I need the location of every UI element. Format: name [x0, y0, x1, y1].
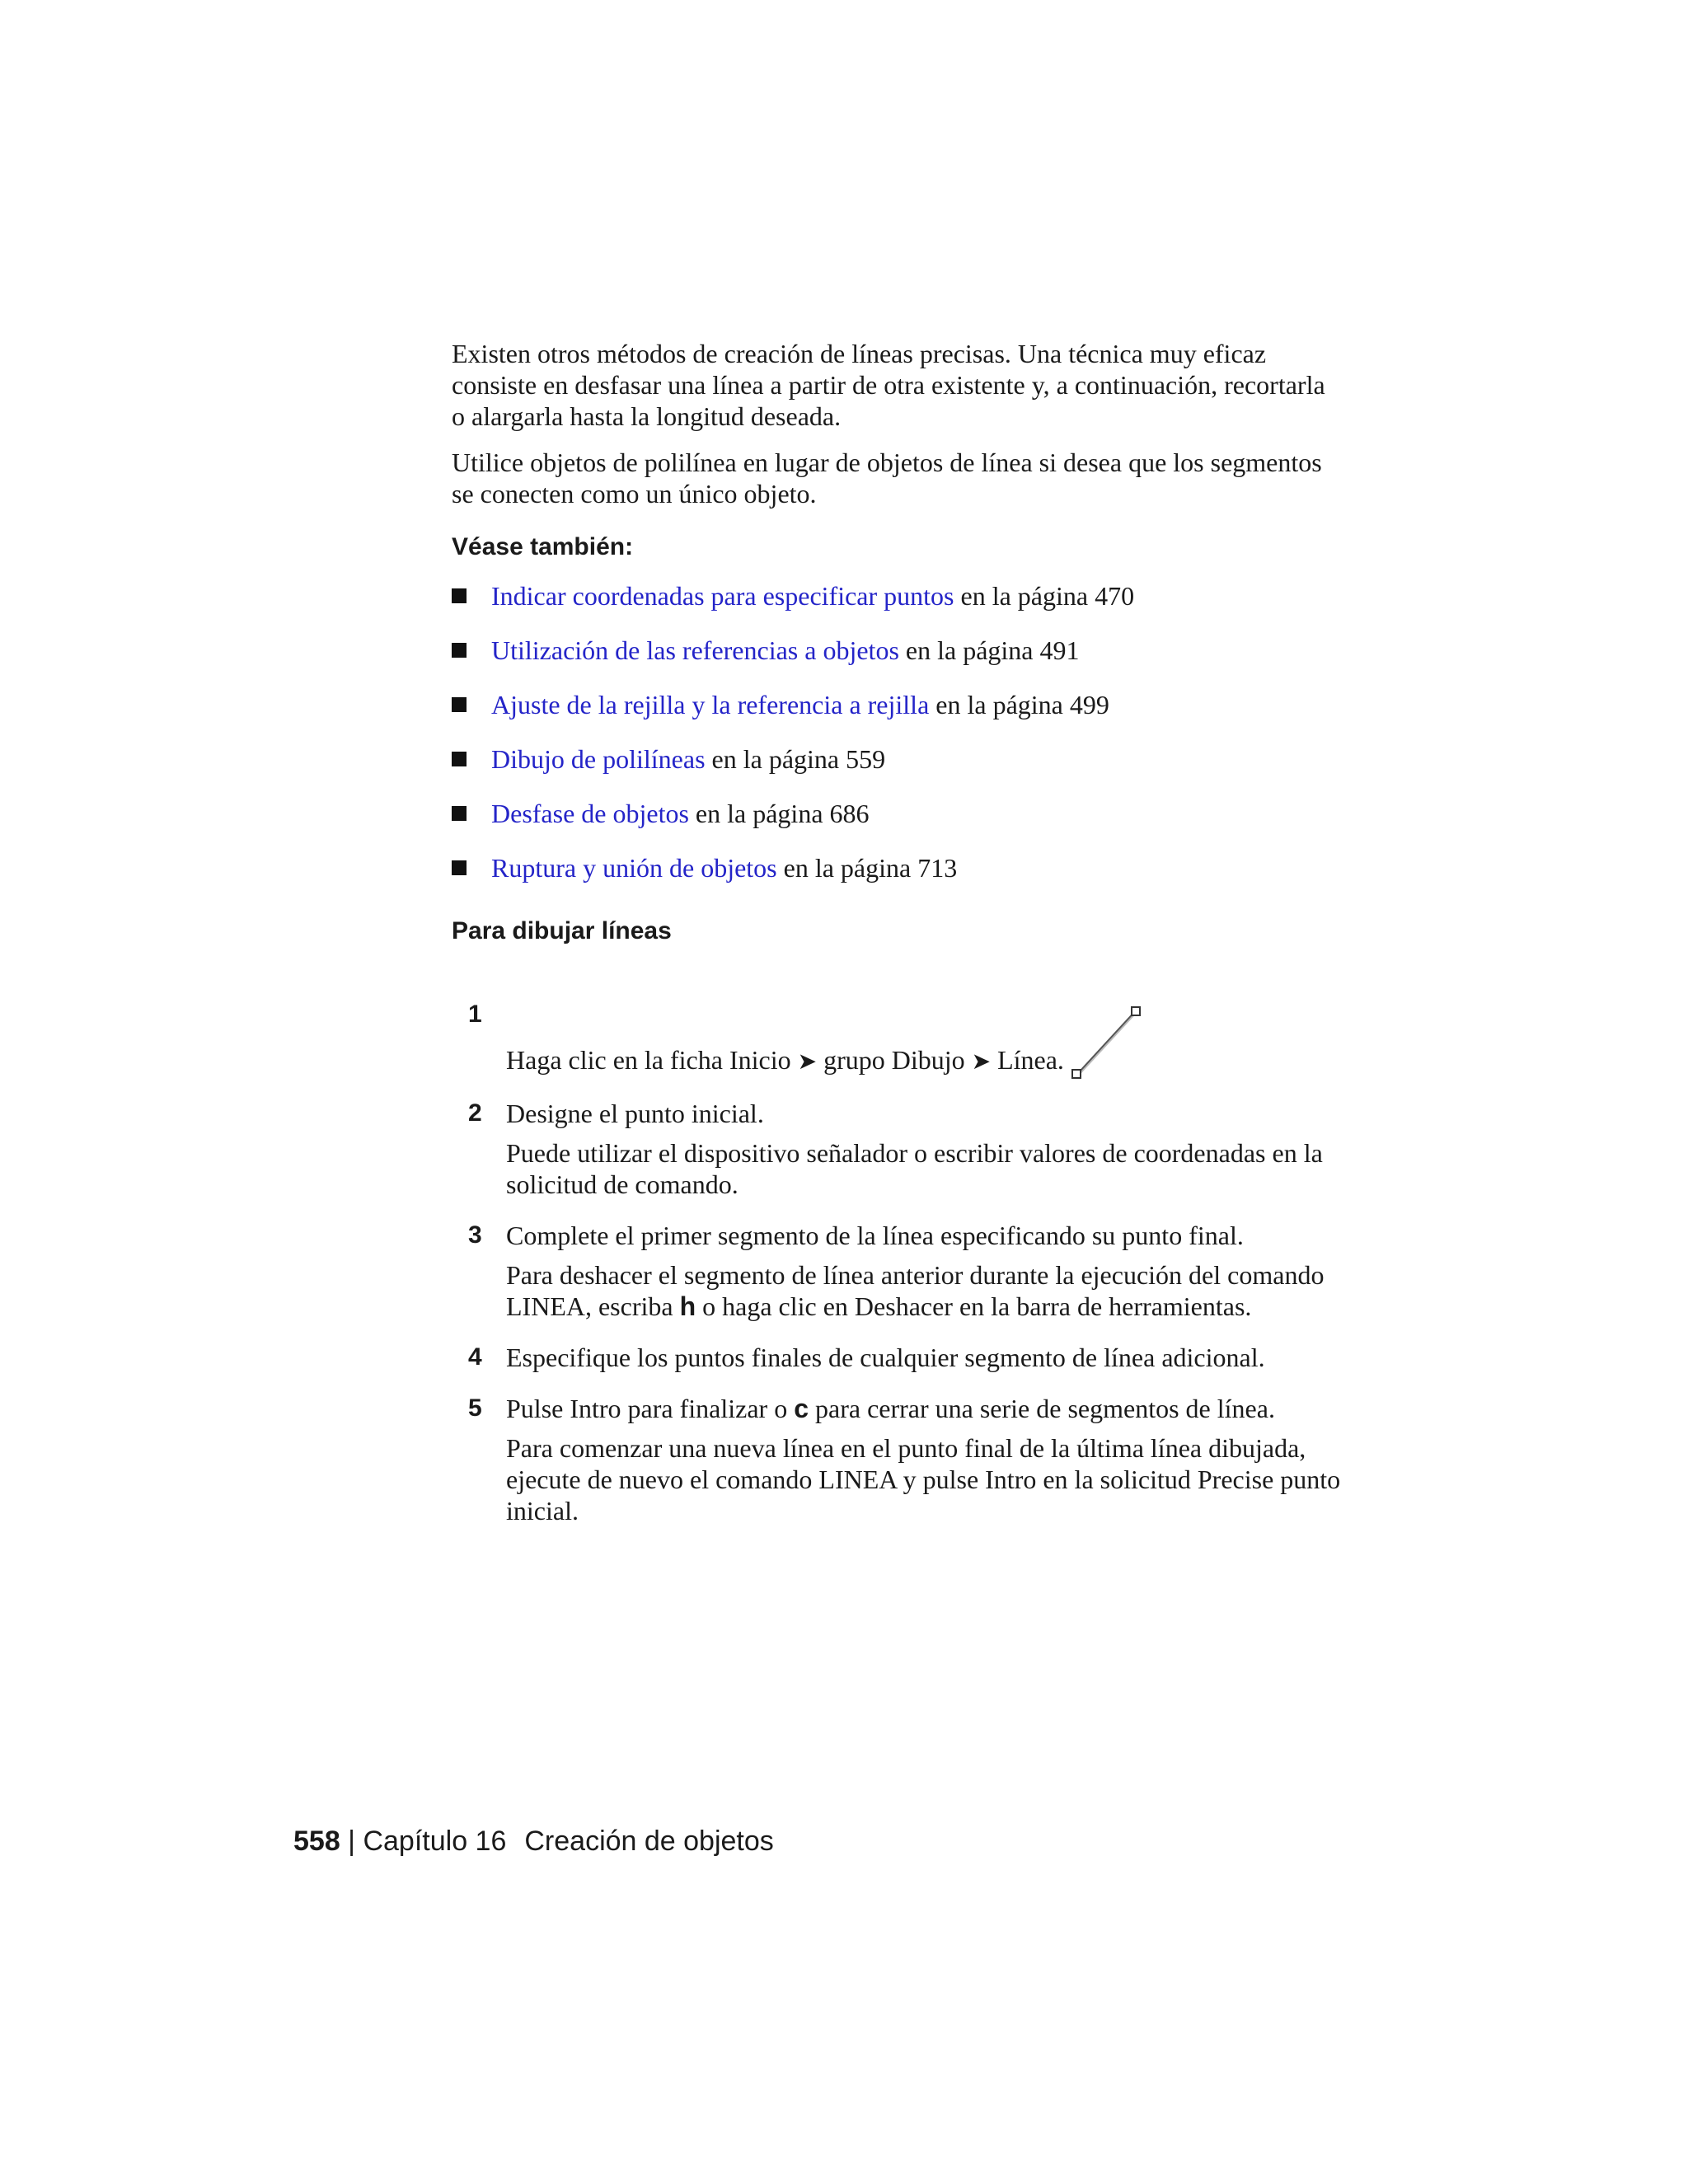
step-text-part: Haga clic en la ficha Inicio	[506, 1045, 798, 1075]
square-bullet-icon	[452, 752, 467, 766]
step-text-part: para cerrar una serie de segmentos de línea.	[809, 1394, 1275, 1423]
step-text: Designe el punto inicial.	[506, 1099, 764, 1128]
see-also-item	[452, 580, 1342, 612]
square-bullet-icon	[452, 643, 467, 658]
see-also-link-coordinates[interactable]: Indicar coordenadas para especificar puntos	[491, 581, 954, 611]
see-also-link-polylines[interactable]: Dibujo de polilíneas	[491, 744, 706, 774]
see-also-list	[452, 580, 1342, 883]
arrow-right-icon: ➤	[971, 1049, 992, 1075]
step-note: Para comenzar una nueva línea en el punto final de la última línea dibujada, ejecute de nuevo el comando LINEA y pulse Intro en la solicitud Precise punto inicial.	[506, 1433, 1341, 1526]
step-text: Especifique los puntos finales de cualquier segmento de línea adicional.	[506, 1343, 1265, 1372]
chapter-label: Capítulo 16	[363, 1825, 507, 1857]
step-number: 4	[468, 1343, 482, 1371]
procedure-heading: Para dibujar líneas	[452, 917, 672, 944]
command-key: h	[679, 1291, 696, 1321]
see-also-item	[452, 743, 1342, 775]
see-also-link-offset[interactable]: Desfase de objetos	[491, 799, 689, 828]
square-bullet-icon	[452, 697, 467, 712]
step-text-part: grupo Dibujo	[817, 1045, 972, 1075]
intro-paragraph-1: Existen otros métodos de creación de líneas precisas. Una técnica muy eficaz consiste en desfasar una línea a partir de otra existente y, a continuación, recortarla o alargarla hasta la longitud deseada.	[452, 339, 1325, 431]
step-text: Complete el primer segmento de la línea especificando su punto final.	[506, 1221, 1244, 1250]
step-text-part: Pulse Intro para finalizar o	[506, 1394, 795, 1423]
step-text	[506, 999, 1342, 1078]
procedure-steps	[452, 999, 1342, 1526]
chapter-title: Creación de objetos	[524, 1825, 774, 1857]
step-text-part: Línea.	[991, 1045, 1064, 1075]
see-also-item	[452, 798, 1342, 829]
page-number: 558	[293, 1825, 340, 1857]
square-bullet-icon	[452, 806, 467, 821]
see-also-link-object-snaps[interactable]: Utilización de las referencias a objetos	[491, 635, 899, 665]
see-also-page-ref: en la página 499	[929, 690, 1109, 719]
step-number: 5	[468, 1394, 482, 1422]
step-number: 1	[468, 1001, 482, 1028]
step-note-part: o haga clic en Deshacer en la barra de herramientas.	[696, 1291, 1252, 1321]
step-2	[452, 1098, 1342, 1200]
step-3	[452, 1220, 1342, 1322]
step-text	[506, 1393, 1342, 1424]
see-also-link-break-join[interactable]: Ruptura y unión de objetos	[491, 853, 777, 883]
page-footer	[293, 1823, 774, 1859]
step-1	[452, 999, 1342, 1078]
footer-separator: |	[340, 1825, 363, 1857]
step-5	[452, 1393, 1342, 1526]
step-note-part: Para deshacer el segmento de línea anterior durante la ejecución del comando LINEA, escriba	[506, 1260, 1325, 1321]
step-4	[452, 1342, 1342, 1373]
see-also-item	[452, 689, 1342, 720]
see-also-link-grid-snap[interactable]: Ajuste de la rejilla y la referencia a rejilla	[491, 690, 930, 719]
square-bullet-icon	[452, 860, 467, 875]
arrow-right-icon: ➤	[797, 1049, 818, 1075]
step-note	[506, 1259, 1342, 1322]
square-bullet-icon	[452, 588, 467, 603]
see-also-page-ref: en la página 559	[705, 744, 886, 774]
intro-paragraph-2: Utilice objetos de polilínea en lugar de objetos de línea si desea que los segmentos se conecten como un único objeto.	[452, 448, 1322, 509]
step-number: 3	[468, 1221, 482, 1249]
see-also-heading: Véase también:	[452, 533, 634, 560]
see-also-page-ref: en la página 470	[954, 581, 1135, 611]
step-number: 2	[468, 1099, 482, 1127]
main-content	[452, 338, 1342, 1546]
command-key: c	[794, 1394, 809, 1423]
see-also-page-ref: en la página 713	[776, 853, 958, 883]
see-also-page-ref: en la página 491	[898, 635, 1080, 665]
see-also-item	[452, 635, 1342, 666]
see-also-page-ref: en la página 686	[688, 799, 870, 828]
step-note: Puede utilizar el dispositivo señalador o escribir valores de coordenadas en la solicitud de comando.	[506, 1138, 1323, 1199]
see-also-item	[452, 852, 1342, 883]
line-tool-icon	[1069, 1004, 1143, 1083]
